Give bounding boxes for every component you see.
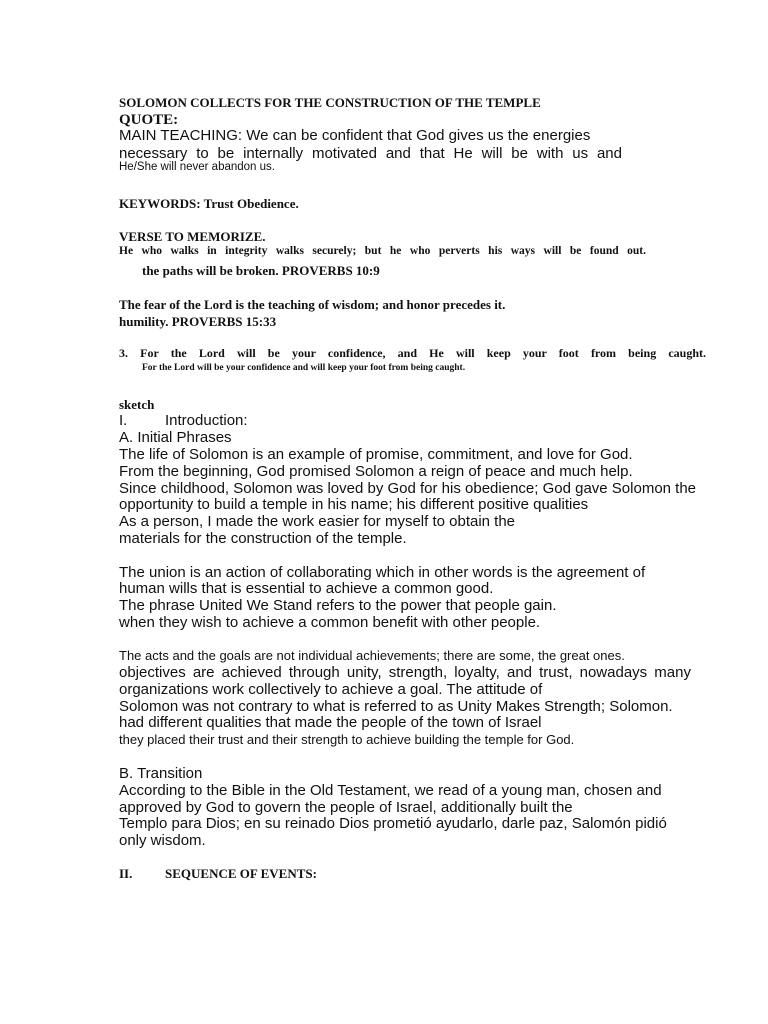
verse-line: 3. For the Lord will be your confidence, and He will keep your foot from being caught.: [119, 346, 706, 360]
paragraph-line: The acts and the goals are not individual achievements; there are some, the great ones.: [119, 648, 625, 663]
document-title: SOLOMON COLLECTS FOR THE CONSTRUCTION OF THE TEMPLE: [119, 95, 541, 110]
section-heading: SEQUENCE OF EVENTS:: [165, 866, 317, 881]
verse-line: humility. PROVERBS 15:33: [119, 314, 277, 329]
main-teaching-line: necessary to be internally motivated and that He will be with us and: [119, 145, 622, 162]
section-number: I.: [119, 412, 128, 429]
verse-line: the paths will be broken. PROVERBS 10:9: [142, 263, 380, 278]
paragraph-line: opportunity to build a temple in his name; his different positive qualities: [119, 496, 589, 513]
verse-heading: VERSE TO MEMORIZE.: [119, 229, 266, 244]
subsection-heading: A. Initial Phrases: [119, 429, 232, 446]
paragraph-line: According to the Bible in the Old Testament, we read of a young man, chosen and: [119, 782, 662, 799]
verse-line: The fear of the Lord is the teaching of wisdom; and honor precedes it.: [119, 297, 506, 312]
section-number: II.: [119, 866, 133, 881]
paragraph-line: when they wish to achieve a common benefit with other people.: [119, 614, 541, 631]
paragraph-line: had different qualities that made the people of the town of Israel: [119, 714, 542, 731]
paragraph-line: materials for the construction of the temple.: [119, 530, 407, 547]
section-heading: Introduction:: [165, 412, 248, 429]
sketch-label: sketch: [119, 397, 155, 412]
verse-line: For the Lord will be your confidence and will keep your foot from being caught.: [142, 363, 466, 373]
main-teaching-line: He/She will never abandon us.: [119, 161, 275, 173]
paragraph-line: The union is an action of collaborating which in other words is the agreement of: [119, 564, 646, 581]
paragraph-line: human wills that is essential to achieve a common good.: [119, 580, 494, 597]
quote-label: QUOTE:: [119, 112, 179, 128]
keywords: KEYWORDS: Trust Obedience.: [119, 196, 299, 211]
paragraph-line: approved by God to govern the people of Israel, additionally built the: [119, 799, 573, 816]
paragraph-line: As a person, I made the work easier for myself to obtain the: [119, 513, 516, 530]
paragraph-line: they placed their trust and their strength to achieve building the temple for God.: [119, 732, 575, 747]
subsection-heading: B. Transition: [119, 765, 203, 782]
paragraph-line: Solomon was not contrary to what is referred to as Unity Makes Strength; Solomon.: [119, 698, 673, 715]
paragraph-line: The life of Solomon is an example of promise, commitment, and love for God.: [119, 446, 633, 463]
paragraph-line: Templo para Dios; en su reinado Dios prometió ayudarlo, darle paz, Salomón pidió: [119, 815, 667, 832]
paragraph-line: organizations work collectively to achieve a goal. The attitude of: [119, 681, 543, 698]
paragraph-line: From the beginning, God promised Solomon a reign of peace and much help.: [119, 463, 633, 480]
paragraph-line: only wisdom.: [119, 832, 206, 849]
verse-line: He who walks in integrity walks securely; but he who perverts his ways will be found out.: [119, 245, 646, 257]
paragraph-line: The phrase United We Stand refers to the power that people gain.: [119, 597, 557, 614]
paragraph-line: Since childhood, Solomon was loved by God for his obedience; God gave Solomon the: [119, 480, 697, 497]
main-teaching-line: MAIN TEACHING: We can be confident that God gives us the energies: [119, 127, 591, 144]
paragraph-line: objectives are achieved through unity, strength, loyalty, and trust, nowadays many: [119, 664, 691, 681]
